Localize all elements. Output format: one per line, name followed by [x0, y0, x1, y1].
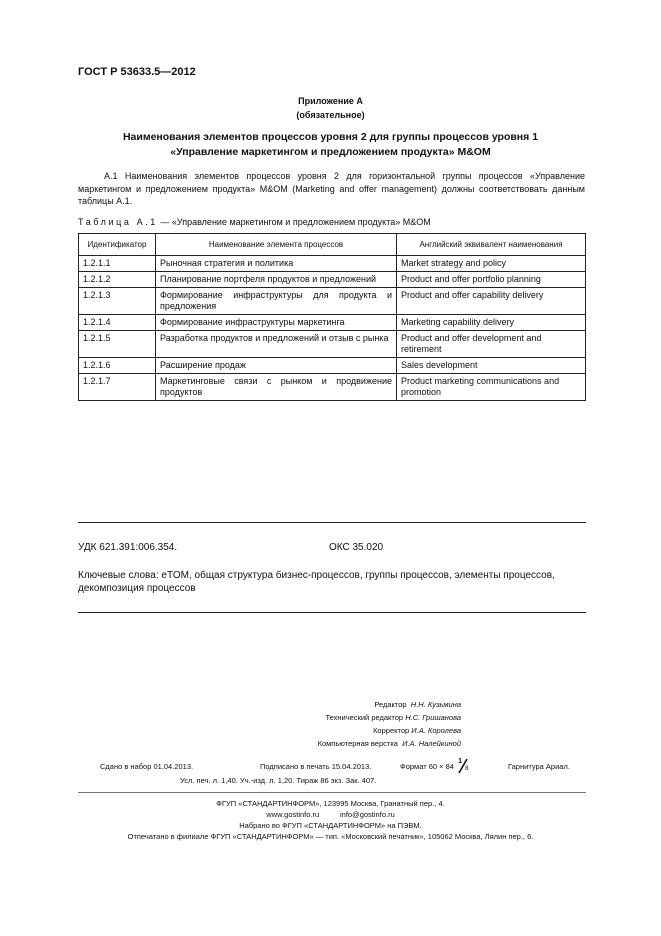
table-row [79, 315, 586, 331]
imprint-format [400, 758, 470, 773]
format-fraction-denominator: 8 [465, 766, 469, 773]
table-row [79, 331, 586, 358]
appendix-subtitle: (обязательное) [296, 110, 365, 120]
imprint-line2: Усл. печ. л. 1,40. Уч.-изд. л. 1,20. Тираж 86 экз. Зак. 407. [180, 776, 377, 785]
credit-role: Компьютерная верстка [317, 739, 398, 748]
cell-identifier-text: 1.2.1.1 [83, 258, 111, 268]
cell-identifier [79, 358, 156, 374]
cell-element-name-text: Разработка продуктов и предложений и отзыв с рынка [160, 333, 389, 343]
cell-english-name-text: Product and offer portfolio planning [401, 274, 541, 284]
cell-english-name-text: Product and offer capability delivery [401, 290, 544, 300]
clause-paragraph: А.1 Наименования элементов процессов уровня 2 для горизонтальной группы процессов «Управление маркетингом и предложением продукта» M&OM (Marketing and offer management) должны соответствовать данным таблицы А.1. [78, 171, 585, 206]
oks-code: ОКС 35.020 [329, 542, 384, 553]
credit-editor [200, 700, 461, 709]
keywords: Ключевые слова: eTOM, общая структура бизнес-процессов, группы процессов, элементы процессов, декомпозиция процессов [78, 570, 555, 594]
cell-english-name [397, 272, 586, 288]
divider-bottom [78, 612, 586, 613]
cell-identifier-text: 1.2.1.7 [83, 376, 111, 386]
cell-english-name [397, 288, 586, 315]
cell-english-name [397, 315, 586, 331]
document-header: ГОСТ Р 53633.5—2012 [78, 66, 196, 78]
cell-english-name [397, 331, 586, 358]
cell-element-name-text: Формирование инфраструктуры маркетинга [160, 317, 345, 327]
table-header-row [79, 234, 586, 256]
cell-english-name-text: Product and offer development and retirement [401, 333, 542, 354]
credit-person: Н.С. Гришанова [405, 713, 461, 722]
cell-element-name-text: Маркетинговые связи с рынком и продвижение продуктов [160, 376, 392, 397]
credit-role: Редактор [374, 700, 407, 709]
process-elements-table [78, 233, 586, 401]
credit-proofreader [200, 726, 461, 735]
cell-identifier [79, 288, 156, 315]
cell-english-name-text: Market strategy and policy [401, 258, 507, 268]
format-fraction [456, 758, 470, 773]
cell-identifier-text: 1.2.1.4 [83, 317, 111, 327]
credit-person: И.А. Налейкиной [402, 739, 461, 748]
footer-printed: Отпечатано в филиале ФГУП «СТАНДАРТИНФОРМ» — тип. «Московский печатник», 105062 Москва, Лялин пер., 6. [127, 832, 534, 841]
footer-typeset: Набрано во ФГУП «СТАНДАРТИНФОРМ» на ПЭВМ. [239, 821, 422, 830]
cell-element-name [156, 358, 397, 374]
cell-identifier [79, 374, 156, 401]
cell-identifier [79, 331, 156, 358]
cell-element-name-text: Рыночная стратегия и политика [160, 258, 294, 268]
table-row [79, 374, 586, 401]
cell-identifier [79, 272, 156, 288]
cell-element-name-text: Расширение продаж [160, 360, 246, 370]
cell-element-name-text: Формирование инфраструктуры для продукта и предложения [160, 290, 392, 311]
table-row [79, 288, 586, 315]
credit-role: Технический редактор [325, 713, 404, 722]
imprint-typeface: Гарнитура Ариал. [508, 762, 570, 771]
cell-element-name [156, 315, 397, 331]
cell-english-name-text: Sales development [401, 360, 478, 370]
cell-element-name [156, 288, 397, 315]
cell-identifier-text: 1.2.1.3 [83, 290, 111, 300]
appendix-heading-line2: «Управление маркетингом и предложением продукта» M&OM [170, 146, 491, 158]
table-row [79, 358, 586, 374]
cell-identifier-text: 1.2.1.5 [83, 333, 111, 343]
header-english-name: Английский эквивалент наименования [397, 234, 586, 256]
table-row [79, 256, 586, 272]
appendix-title: Приложение А [298, 96, 363, 106]
credit-person: Н.Н. Кузьмина [410, 700, 461, 709]
credit-layout [200, 739, 461, 748]
cell-english-name-text: Product marketing communications and promotion [401, 376, 560, 397]
cell-identifier [79, 256, 156, 272]
cell-english-name-text: Marketing capability delivery [401, 317, 515, 327]
table-caption-label: Таблица А.1 [78, 217, 158, 227]
udk-code: УДК 621.391:006.354. [78, 542, 178, 553]
table-caption-text: — «Управление маркетингом и предложением продукта» M&OM [157, 217, 431, 227]
cell-element-name-text: Планирование портфеля продуктов и предложений [160, 274, 377, 284]
imprint-print-date: Подписано в печать 15.04.2013. [260, 762, 372, 771]
appendix-heading-line1: Наименования элементов процессов уровня 2 для группы процессов уровня 1 [122, 131, 539, 143]
table-row [79, 272, 586, 288]
header-identifier: Идентификатор [79, 234, 156, 256]
imprint-format-text: Формат 60 × 84 [400, 762, 454, 771]
table-caption [78, 217, 431, 227]
cell-identifier-text: 1.2.1.6 [83, 360, 111, 370]
cell-identifier [79, 315, 156, 331]
divider-imprint [78, 792, 586, 793]
cell-element-name [156, 374, 397, 401]
footer-contacts: www.gostinfo.ru info@gostinfo.ru [266, 810, 395, 819]
divider-top [78, 522, 586, 523]
footer-publisher: ФГУП «СТАНДАРТИНФОРМ», 123995 Москва, Гранатный пер., 4. [216, 799, 445, 808]
credit-person: И.А. Королева [411, 726, 461, 735]
cell-element-name [156, 256, 397, 272]
format-fraction-numerator: 1 [458, 758, 462, 766]
cell-element-name [156, 272, 397, 288]
credit-tech-editor [200, 713, 461, 722]
imprint-typeset-date: Сдано в набор 01.04.2013. [100, 762, 194, 771]
header-element-name: Наименование элемента процессов [156, 234, 397, 256]
cell-element-name [156, 331, 397, 358]
cell-english-name [397, 256, 586, 272]
cell-identifier-text: 1.2.1.2 [83, 274, 111, 284]
credit-role: Корректор [373, 726, 410, 735]
cell-english-name [397, 358, 586, 374]
cell-english-name [397, 374, 586, 401]
